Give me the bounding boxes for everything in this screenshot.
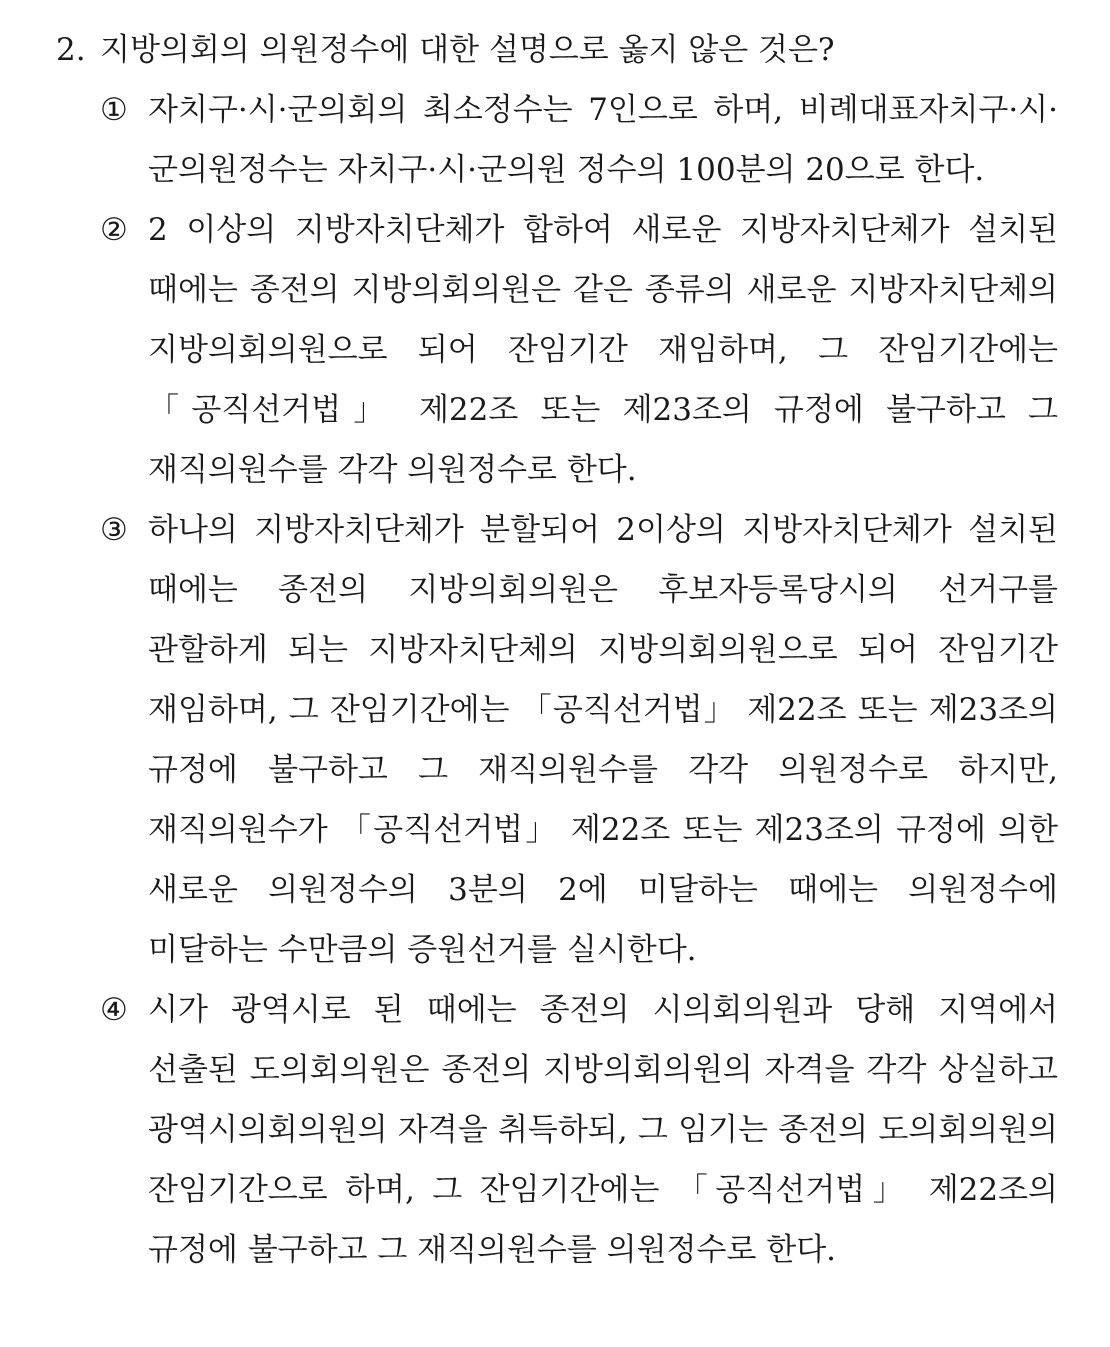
question-number: 2. xyxy=(56,32,86,68)
option-3 xyxy=(56,500,1058,980)
option-4-marker: ④ xyxy=(100,992,128,1028)
question xyxy=(56,20,1058,80)
option-1-text: 자치구·시·군의회의 최소정수는 7인으로 하며, 비례대표자치구·시·군의원정수는 자치구·시·군의원 정수의 100분의 20으로 한다. xyxy=(148,92,1058,188)
option-1-marker: ① xyxy=(100,92,128,128)
answer-options xyxy=(56,80,1058,1280)
question-text: 지방의회의 의원정수에 대한 설명으로 옳지 않은 것은? xyxy=(100,32,835,68)
option-2 xyxy=(56,200,1058,500)
option-2-marker: ② xyxy=(100,212,128,248)
option-3-marker: ③ xyxy=(100,512,128,548)
option-2-text: 2 이상의 지방자치단체가 합하여 새로운 지방자치단체가 설치된 때에는 종전의 지방의회의원은 같은 종류의 새로운 지방자치단체의 지방의회의원으로 되어 잔임기간 재임하며, 그 잔임기간에는 「공직선거법」 제22조 또는 제23조의 규정에 불구하고 그 재직의원수를 각각 의원정수로 한다. xyxy=(148,212,1058,488)
option-1 xyxy=(56,80,1058,200)
option-4 xyxy=(56,980,1058,1280)
option-4-text: 시가 광역시로 된 때에는 종전의 시의회의원과 당해 지역에서 선출된 도의회의원은 종전의 지방의회의원의 자격을 각각 상실하고 광역시의회의원의 자격을 취득하되, 그 임기는 종전의 도의회의원의 잔임기간으로 하며, 그 잔임기간에는 「공직선거법」 제22조의 규정에 불구하고 그 재직의원수를 의원정수로 한다. xyxy=(148,992,1058,1268)
option-3-text: 하나의 지방자치단체가 분할되어 2이상의 지방자치단체가 설치된 때에는 종전의 지방의회의원은 후보자등록당시의 선거구를 관할하게 되는 지방자치단체의 지방의회의원으로 되어 잔임기간 재임하며, 그 잔임기간에는 「공직선거법」 제22조 또는 제23조의 규정에 불구하고 그 재직의원수를 각각 의원정수로 하지만, 재직의원수가 「공직선거법」 제22조 또는 제23조의 규정에 의한 새로운 의원정수의 3분의 2에 미달하는 때에는 의원정수에 미달하는 수만큼의 증원선거를 실시한다. xyxy=(148,512,1058,968)
